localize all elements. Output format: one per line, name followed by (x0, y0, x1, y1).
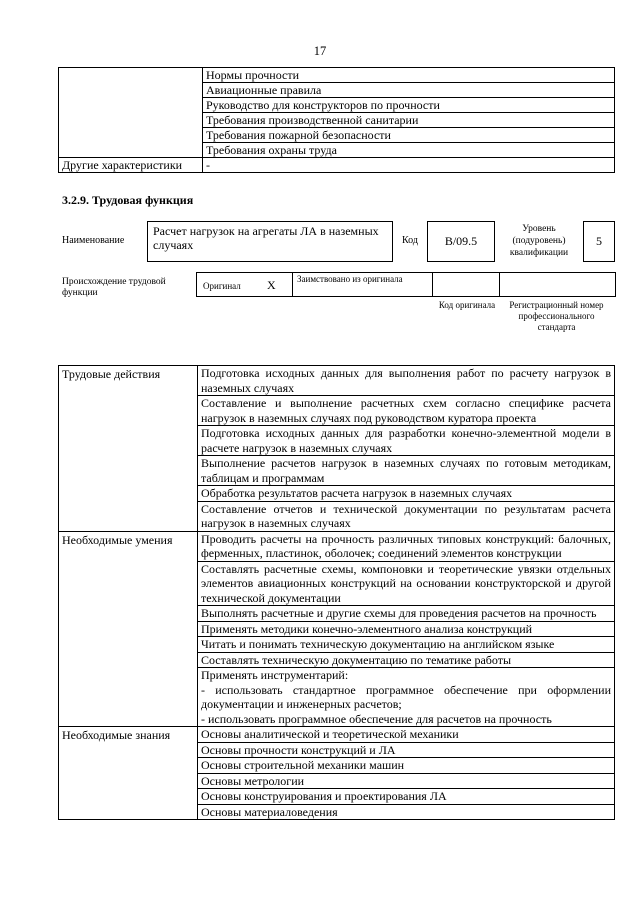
original-label: Оригинал (203, 281, 241, 291)
knowledge-item: Основы метрологии (198, 773, 615, 789)
other-characteristics-label: Другие характеристики (59, 158, 203, 173)
other-characteristics-value: - (203, 158, 615, 173)
borrowed-label: Заимствовано из оригинала (297, 274, 403, 284)
required-knowledge-label: Необходимые знания (59, 727, 198, 820)
labor-action: Составление отчетов и технической документации по результатам расчета нагрузок в наземных случаях (198, 501, 615, 531)
original-mark: X (267, 278, 276, 292)
skill-item: Применять методики конечно-элементного анализа конструкций (198, 621, 615, 637)
page-number: 17 (313, 44, 327, 58)
section-title: 3.2.9. Трудовая функция (62, 193, 194, 207)
labor-action: Подготовка исходных данных для разработки конечно-элементной модели в расчете нагрузок в наземных случаях (198, 426, 615, 456)
original-code-caption: Код оригинала (438, 300, 496, 310)
requirement-item: Авиационные правила (203, 83, 615, 98)
requirements-table (58, 67, 615, 173)
skill-item: Составлять расчетные схемы, компоновки и теоретические увязки отдельных элементов авиационных конструкций на основании конструкторской и другой технической документации (198, 561, 615, 606)
requirement-item: Требования охраны труда (203, 143, 615, 158)
labor-action: Выполнение расчетов нагрузок в наземных случаях по готовым методикам, таблицам и программам (198, 456, 615, 486)
labor-action: Обработка результатов расчета нагрузок в наземных случаях (198, 486, 615, 502)
skill-tools-line: - использовать программное обеспечение для расчетов на прочность (201, 711, 552, 726)
labor-function-table (58, 365, 615, 820)
skill-item: Проводить расчеты на прочность различных типовых конструкций: балочных, ферменных, пластинок, оболочек; соединений элементов конструкции (198, 531, 615, 561)
labor-action: Подготовка исходных данных для выполнения работ по расчету нагрузок в наземных случаях (198, 366, 615, 396)
requirement-item: Требования пожарной безопасности (203, 128, 615, 143)
origin-box (196, 272, 616, 297)
function-name-box (147, 221, 393, 262)
empty-cell (59, 68, 203, 158)
level-box (583, 221, 615, 262)
requirement-item: Требования производственной санитарии (203, 113, 615, 128)
registration-number-caption: Регистрационный номер профессионального стандарта (509, 300, 604, 332)
skill-tools-line: Применять инструментарий: (201, 668, 349, 682)
code-value: В/09.5 (444, 234, 478, 248)
divider (432, 272, 433, 297)
skill-item: Выполнять расчетные и другие схемы для проведения расчетов на прочность (198, 606, 615, 622)
qualification-level-label: Уровень (подуровень) квалификации (509, 224, 569, 258)
knowledge-item: Основы конструирования и проектирования ЛА (198, 789, 615, 805)
skill-tools-item (198, 668, 615, 727)
code-label: Код (402, 235, 418, 246)
skill-tools-line: - использовать стандартное программное обеспечение при оформлении документации и инженерных расчетов; (201, 682, 611, 711)
knowledge-item: Основы строительной механики машин (198, 758, 615, 774)
skill-item: Составлять техническую документацию по тематике работы (198, 652, 615, 668)
knowledge-item: Основы материаловедения (198, 804, 615, 820)
divider (499, 272, 500, 297)
knowledge-item: Основы аналитической и теоретической механики (198, 727, 615, 743)
labor-actions-label: Трудовые действия (59, 366, 198, 532)
requirement-item: Руководство для конструкторов по прочности (203, 98, 615, 113)
function-name-value: Расчет нагрузок на агрегаты ЛА в наземных случаях (153, 224, 379, 252)
code-box (427, 221, 495, 262)
requirement-item: Нормы прочности (203, 68, 615, 83)
level-value: 5 (596, 234, 602, 248)
required-skills-label: Необходимые умения (59, 531, 198, 727)
name-label: Наименование (62, 235, 125, 246)
knowledge-item: Основы прочности конструкций и ЛА (198, 742, 615, 758)
origin-label: Происхождение трудовой функции (62, 277, 166, 298)
divider (292, 272, 293, 297)
labor-action: Составление и выполнение расчетных схем согласно специфике расчета нагрузок в наземных случаях под руководством куратора проекта (198, 396, 615, 426)
skill-item: Читать и понимать техническую документацию на английском языке (198, 637, 615, 653)
